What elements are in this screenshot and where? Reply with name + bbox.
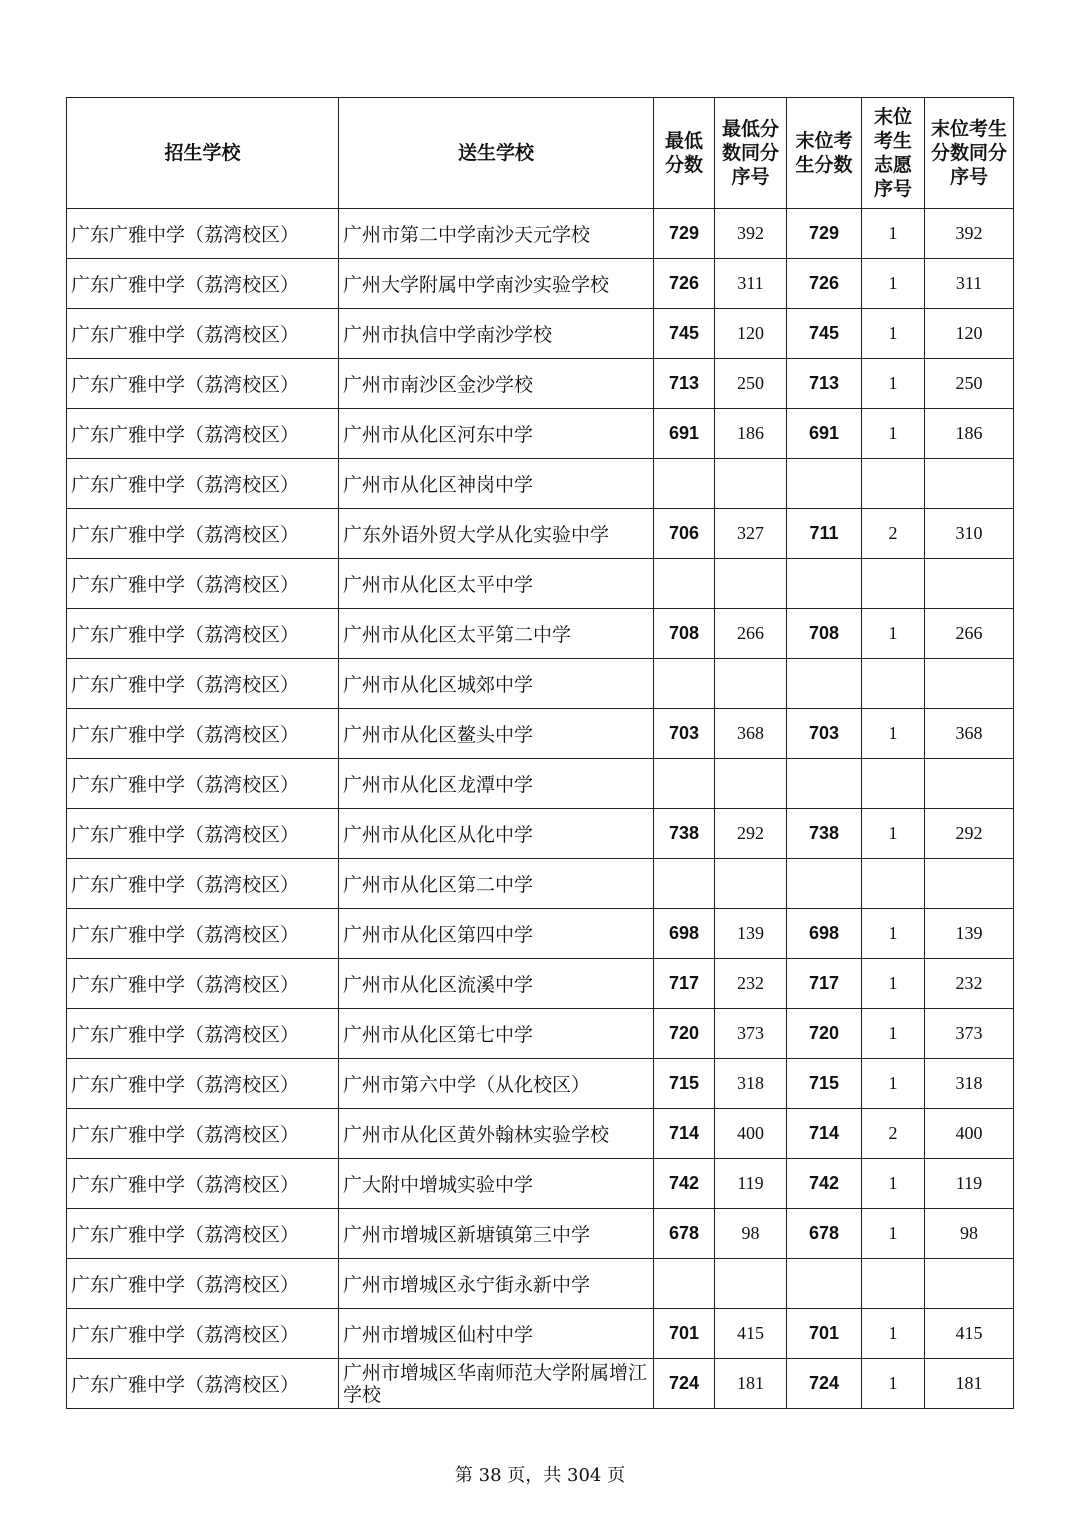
cell-sending-school: 广州市从化区河东中学 <box>339 409 654 459</box>
cell-last-score <box>787 1259 862 1309</box>
cell-min-score-rank <box>715 859 787 909</box>
cell-min-score-rank <box>715 1259 787 1309</box>
cell-min-score: 708 <box>654 609 715 659</box>
cell-min-score: 701 <box>654 1309 715 1359</box>
cell-recruiting-school: 广东广雅中学（荔湾校区） <box>67 1009 339 1059</box>
cell-sending-school: 广州市增城区永宁街永新中学 <box>339 1259 654 1309</box>
cell-last-score <box>787 559 862 609</box>
cell-last-wish-no: 1 <box>862 259 925 309</box>
cell-min-score: 691 <box>654 409 715 459</box>
table-row <box>67 809 1014 859</box>
cell-last-score: 678 <box>787 1209 862 1259</box>
cell-sending-school: 广州市从化区龙潭中学 <box>339 759 654 809</box>
cell-min-score-rank: 120 <box>715 309 787 359</box>
cell-min-score-rank: 368 <box>715 709 787 759</box>
cell-recruiting-school: 广东广雅中学（荔湾校区） <box>67 559 339 609</box>
cell-min-score-rank <box>715 559 787 609</box>
cell-recruiting-school: 广东广雅中学（荔湾校区） <box>67 1109 339 1159</box>
cell-min-score: 715 <box>654 1059 715 1109</box>
table-row <box>67 209 1014 259</box>
cell-min-score: 717 <box>654 959 715 1009</box>
cell-last-score <box>787 459 862 509</box>
cell-sending-school: 广州市第二中学南沙天元学校 <box>339 209 654 259</box>
cell-last-wish-no <box>862 659 925 709</box>
table-row <box>67 1109 1014 1159</box>
table-row <box>67 709 1014 759</box>
cell-sending-school: 广州市从化区流溪中学 <box>339 959 654 1009</box>
cell-min-score: 703 <box>654 709 715 759</box>
cell-min-score-rank: 98 <box>715 1209 787 1259</box>
cell-last-rank: 250 <box>925 359 1014 409</box>
cell-min-score: 724 <box>654 1359 715 1409</box>
table-row <box>67 509 1014 559</box>
cell-min-score: 713 <box>654 359 715 409</box>
cell-min-score <box>654 459 715 509</box>
cell-last-rank: 311 <box>925 259 1014 309</box>
table-row <box>67 459 1014 509</box>
cell-last-rank: 119 <box>925 1159 1014 1209</box>
cell-sending-school: 广州市南沙区金沙学校 <box>339 359 654 409</box>
cell-recruiting-school: 广东广雅中学（荔湾校区） <box>67 509 339 559</box>
cell-last-wish-no <box>862 459 925 509</box>
table-row <box>67 659 1014 709</box>
cell-last-score: 729 <box>787 209 862 259</box>
cell-min-score: 698 <box>654 909 715 959</box>
cell-min-score: 742 <box>654 1159 715 1209</box>
cell-sending-school: 广东外语外贸大学从化实验中学 <box>339 509 654 559</box>
cell-recruiting-school: 广东广雅中学（荔湾校区） <box>67 809 339 859</box>
cell-last-rank: 292 <box>925 809 1014 859</box>
cell-last-rank: 120 <box>925 309 1014 359</box>
cell-last-rank <box>925 659 1014 709</box>
cell-recruiting-school: 广东广雅中学（荔湾校区） <box>67 1059 339 1109</box>
cell-last-rank <box>925 459 1014 509</box>
table-row <box>67 759 1014 809</box>
cell-min-score-rank: 119 <box>715 1159 787 1209</box>
cell-last-wish-no: 1 <box>862 609 925 659</box>
cell-last-score: 717 <box>787 959 862 1009</box>
cell-last-wish-no <box>862 559 925 609</box>
cell-last-wish-no: 1 <box>862 1209 925 1259</box>
cell-min-score-rank: 373 <box>715 1009 787 1059</box>
cell-last-rank: 98 <box>925 1209 1014 1259</box>
cell-recruiting-school: 广东广雅中学（荔湾校区） <box>67 1359 339 1409</box>
table-row <box>67 959 1014 1009</box>
cell-last-score: 703 <box>787 709 862 759</box>
cell-last-rank: 392 <box>925 209 1014 259</box>
table-row <box>67 559 1014 609</box>
cell-last-wish-no: 1 <box>862 1359 925 1409</box>
cell-recruiting-school: 广东广雅中学（荔湾校区） <box>67 1309 339 1359</box>
cell-last-wish-no: 1 <box>862 959 925 1009</box>
table-row <box>67 1009 1014 1059</box>
cell-last-wish-no: 1 <box>862 309 925 359</box>
table-row <box>67 1059 1014 1109</box>
cell-last-rank: 186 <box>925 409 1014 459</box>
cell-sending-school: 广州市增城区华南师范大学附属增江学校 <box>339 1359 654 1409</box>
cell-last-rank: 415 <box>925 1309 1014 1359</box>
cell-min-score-rank: 232 <box>715 959 787 1009</box>
cell-last-wish-no: 1 <box>862 1009 925 1059</box>
cell-last-score: 724 <box>787 1359 862 1409</box>
cell-sending-school: 广州市增城区仙村中学 <box>339 1309 654 1359</box>
cell-last-rank <box>925 759 1014 809</box>
table-row <box>67 1259 1014 1309</box>
cell-recruiting-school: 广东广雅中学（荔湾校区） <box>67 959 339 1009</box>
cell-last-rank: 139 <box>925 909 1014 959</box>
table-row <box>67 1309 1014 1359</box>
cell-recruiting-school: 广东广雅中学（荔湾校区） <box>67 859 339 909</box>
cell-sending-school: 广州市从化区太平第二中学 <box>339 609 654 659</box>
cell-last-wish-no: 2 <box>862 1109 925 1159</box>
cell-recruiting-school: 广东广雅中学（荔湾校区） <box>67 209 339 259</box>
table-row <box>67 1159 1014 1209</box>
cell-recruiting-school: 广东广雅中学（荔湾校区） <box>67 609 339 659</box>
cell-last-wish-no: 1 <box>862 809 925 859</box>
header-min-score: 最低 分数 <box>654 98 715 209</box>
cell-min-score <box>654 1259 715 1309</box>
cell-min-score-rank: 186 <box>715 409 787 459</box>
cell-min-score-rank: 318 <box>715 1059 787 1109</box>
cell-recruiting-school: 广东广雅中学（荔湾校区） <box>67 709 339 759</box>
cell-last-score: 698 <box>787 909 862 959</box>
table-row <box>67 609 1014 659</box>
cell-min-score <box>654 559 715 609</box>
cell-sending-school: 广州大学附属中学南沙实验学校 <box>339 259 654 309</box>
cell-min-score: 714 <box>654 1109 715 1159</box>
cell-last-score: 720 <box>787 1009 862 1059</box>
table-row <box>67 259 1014 309</box>
cell-last-wish-no <box>862 759 925 809</box>
cell-min-score-rank <box>715 459 787 509</box>
cell-last-wish-no: 1 <box>862 1059 925 1109</box>
cell-last-rank: 318 <box>925 1059 1014 1109</box>
cell-last-wish-no: 1 <box>862 209 925 259</box>
cell-last-rank <box>925 859 1014 909</box>
cell-last-score: 713 <box>787 359 862 409</box>
cell-recruiting-school: 广东广雅中学（荔湾校区） <box>67 659 339 709</box>
cell-last-wish-no <box>862 859 925 909</box>
page-footer: 第 38 页，共 304 页 <box>454 1465 626 1486</box>
cell-sending-school: 广大附中增城实验中学 <box>339 1159 654 1209</box>
header-last-score: 末位考 生分数 <box>787 98 862 209</box>
cell-last-score: 742 <box>787 1159 862 1209</box>
header-last-wish-no: 末位 考生 志愿 序号 <box>862 98 925 209</box>
admissions-table <box>66 97 1014 1409</box>
cell-last-score: 711 <box>787 509 862 559</box>
cell-last-rank: 400 <box>925 1109 1014 1159</box>
cell-recruiting-school: 广东广雅中学（荔湾校区） <box>67 909 339 959</box>
cell-last-score: 745 <box>787 309 862 359</box>
cell-min-score: 720 <box>654 1009 715 1059</box>
cell-recruiting-school: 广东广雅中学（荔湾校区） <box>67 259 339 309</box>
cell-last-rank: 181 <box>925 1359 1014 1409</box>
cell-sending-school: 广州市从化区神岗中学 <box>339 459 654 509</box>
cell-min-score-rank: 181 <box>715 1359 787 1409</box>
cell-last-score <box>787 859 862 909</box>
cell-recruiting-school: 广东广雅中学（荔湾校区） <box>67 1209 339 1259</box>
cell-last-score: 691 <box>787 409 862 459</box>
header-min-score-rank: 最低分 数同分 序号 <box>715 98 787 209</box>
cell-last-score: 714 <box>787 1109 862 1159</box>
cell-last-score: 738 <box>787 809 862 859</box>
cell-sending-school: 广州市从化区从化中学 <box>339 809 654 859</box>
header-last-rank: 末位考生 分数同分 序号 <box>925 98 1014 209</box>
header-row <box>67 98 1014 209</box>
cell-recruiting-school: 广东广雅中学（荔湾校区） <box>67 359 339 409</box>
cell-sending-school: 广州市从化区城郊中学 <box>339 659 654 709</box>
table-row <box>67 359 1014 409</box>
cell-last-score: 701 <box>787 1309 862 1359</box>
cell-recruiting-school: 广东广雅中学（荔湾校区） <box>67 759 339 809</box>
cell-min-score: 738 <box>654 809 715 859</box>
cell-last-wish-no: 2 <box>862 509 925 559</box>
cell-last-rank: 368 <box>925 709 1014 759</box>
cell-last-rank: 232 <box>925 959 1014 1009</box>
cell-last-score <box>787 759 862 809</box>
cell-min-score-rank: 139 <box>715 909 787 959</box>
cell-min-score: 726 <box>654 259 715 309</box>
cell-min-score-rank <box>715 759 787 809</box>
cell-sending-school: 广州市从化区鳌头中学 <box>339 709 654 759</box>
cell-last-wish-no: 1 <box>862 359 925 409</box>
cell-last-wish-no: 1 <box>862 909 925 959</box>
cell-sending-school: 广州市执信中学南沙学校 <box>339 309 654 359</box>
cell-last-wish-no: 1 <box>862 409 925 459</box>
cell-last-wish-no: 1 <box>862 1309 925 1359</box>
cell-min-score-rank: 311 <box>715 259 787 309</box>
header-sending-school: 送生学校 <box>339 98 654 209</box>
table-row <box>67 909 1014 959</box>
header-recruiting-school: 招生学校 <box>67 98 339 209</box>
cell-sending-school: 广州市第六中学（从化校区） <box>339 1059 654 1109</box>
cell-last-rank <box>925 1259 1014 1309</box>
cell-last-score: 726 <box>787 259 862 309</box>
cell-min-score <box>654 759 715 809</box>
cell-min-score-rank <box>715 659 787 709</box>
cell-min-score: 678 <box>654 1209 715 1259</box>
cell-recruiting-school: 广东广雅中学（荔湾校区） <box>67 409 339 459</box>
cell-recruiting-school: 广东广雅中学（荔湾校区） <box>67 459 339 509</box>
cell-recruiting-school: 广东广雅中学（荔湾校区） <box>67 1259 339 1309</box>
cell-min-score <box>654 859 715 909</box>
cell-last-rank: 310 <box>925 509 1014 559</box>
cell-min-score-rank: 292 <box>715 809 787 859</box>
cell-last-score: 715 <box>787 1059 862 1109</box>
cell-recruiting-school: 广东广雅中学（荔湾校区） <box>67 309 339 359</box>
cell-last-wish-no: 1 <box>862 709 925 759</box>
cell-min-score-rank: 327 <box>715 509 787 559</box>
cell-last-wish-no: 1 <box>862 1159 925 1209</box>
cell-min-score-rank: 392 <box>715 209 787 259</box>
cell-sending-school: 广州市从化区第四中学 <box>339 909 654 959</box>
table-row <box>67 1359 1014 1409</box>
cell-min-score-rank: 400 <box>715 1109 787 1159</box>
cell-sending-school: 广州市从化区黄外翰林实验学校 <box>339 1109 654 1159</box>
cell-last-score <box>787 659 862 709</box>
table-row <box>67 1209 1014 1259</box>
table-row <box>67 859 1014 909</box>
cell-min-score: 729 <box>654 209 715 259</box>
cell-sending-school: 广州市从化区太平中学 <box>339 559 654 609</box>
cell-sending-school: 广州市从化区第七中学 <box>339 1009 654 1059</box>
table-row <box>67 309 1014 359</box>
cell-last-rank: 373 <box>925 1009 1014 1059</box>
cell-last-rank <box>925 559 1014 609</box>
cell-min-score-rank: 250 <box>715 359 787 409</box>
cell-min-score-rank: 266 <box>715 609 787 659</box>
cell-min-score: 706 <box>654 509 715 559</box>
cell-recruiting-school: 广东广雅中学（荔湾校区） <box>67 1159 339 1209</box>
cell-min-score: 745 <box>654 309 715 359</box>
cell-sending-school: 广州市增城区新塘镇第三中学 <box>339 1209 654 1259</box>
cell-last-wish-no <box>862 1259 925 1309</box>
cell-min-score <box>654 659 715 709</box>
cell-last-score: 708 <box>787 609 862 659</box>
cell-min-score-rank: 415 <box>715 1309 787 1359</box>
table-row <box>67 409 1014 459</box>
cell-last-rank: 266 <box>925 609 1014 659</box>
cell-sending-school: 广州市从化区第二中学 <box>339 859 654 909</box>
